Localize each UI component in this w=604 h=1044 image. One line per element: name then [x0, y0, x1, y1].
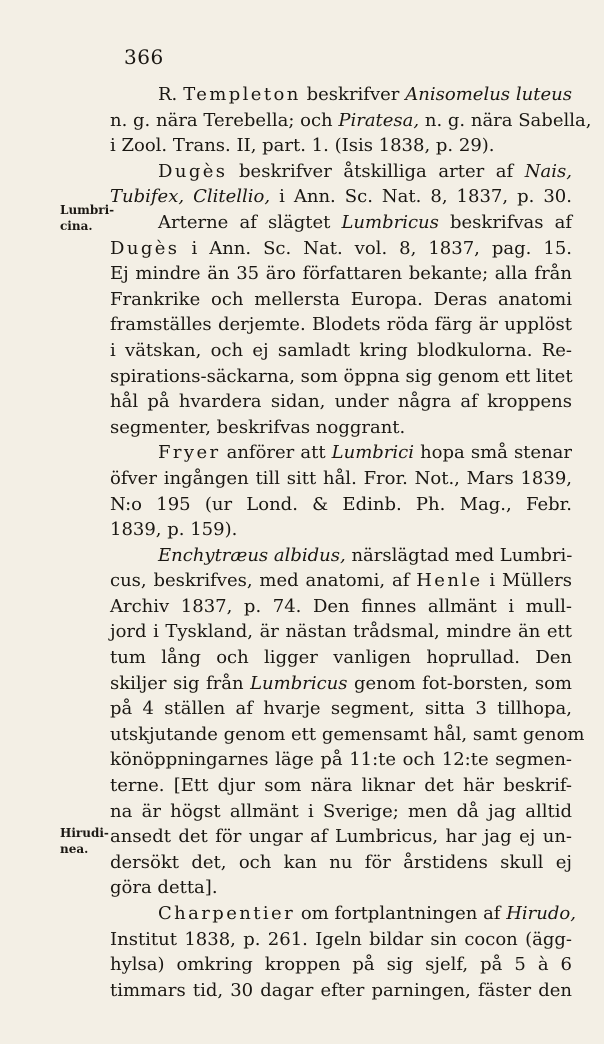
- text-line: cus, beskrifves, med anatomi, af Henle i Müllers: [110, 570, 572, 592]
- text-line: dersökt det, och kan nu för årstidens skull ej: [110, 851, 572, 873]
- text-line: i Zool. Trans. II, part. 1. (Isis 1838, p. 29).: [110, 135, 495, 157]
- text-line: n. g. nära Terebella; och Piratesa, n. g. nära Sabella,: [110, 109, 592, 131]
- text-line: ansedt det för ungar af Lumbricus, har jag ej un-: [110, 826, 572, 848]
- taxon-name: Nais,: [524, 160, 572, 182]
- text-line: hylsa) omkring kroppen på sig sjelf, på 5 à 6: [110, 954, 572, 976]
- text-line: R. Templeton beskrifver Anisomelus luteus: [158, 84, 572, 105]
- text-line: Enchytræus albidus, närslägtad med Lumbri-: [158, 544, 573, 566]
- body-text: [110, 82, 592, 1003]
- taxon-name: Lumbricus: [341, 211, 439, 233]
- taxon-name: Lumbrici: [331, 442, 414, 464]
- taxon-name: Enchytræus albidus,: [158, 544, 346, 566]
- margin-note-hirudinea-2: nea.: [60, 842, 89, 856]
- text-line: tum lång och ligger vanligen hoprullad. Den: [110, 647, 572, 669]
- author-name: Templeton: [183, 84, 301, 105]
- margin-note-hirudinea-1: Hirudi-: [60, 826, 109, 840]
- text-line: na är högst allmänt i Sverige; men då jag alltid: [110, 800, 572, 822]
- author-name: Dugès: [158, 160, 228, 182]
- text-line: Charpentier om fortplantningen af Hirudo,: [158, 903, 576, 924]
- author-name: Charpentier: [158, 903, 296, 924]
- text-line: Frankrike och mellersta Europa. Deras anatomi: [110, 288, 572, 310]
- page-number: 366: [124, 45, 164, 69]
- taxon-name: Piratesa,: [338, 109, 420, 131]
- text-line: Archiv 1837, p. 74. Den finnes allmänt i mull-: [110, 595, 572, 617]
- taxon-name: Anisomelus luteus: [405, 84, 572, 105]
- taxon-name: Tubifex, Clitellio,: [110, 186, 271, 208]
- margin-note-lumbricina-1: Lumbri-: [60, 203, 115, 217]
- text-line: spirations-säckarna, som öppna sig genom ett litet: [110, 365, 573, 387]
- text-line: på 4 ställen af hvarje segment, sitta 3 tillhopa,: [110, 698, 572, 720]
- taxon-name: Hirudo,: [506, 903, 576, 924]
- text-line: i vätskan, och ej samladt kring blodkulorna. Re-: [110, 339, 572, 361]
- taxon-name: Lumbricus: [250, 672, 348, 694]
- text-line: segmenter, beskrifvas noggrant.: [110, 416, 406, 438]
- text-line: Institut 1838, p. 261. Igeln bildar sin cocon (ägg-: [110, 928, 572, 950]
- text-line: Arterne af slägtet Lumbricus beskrifvas af: [158, 211, 573, 233]
- text-line: Tubifex, Clitellio, i Ann. Sc. Nat. 8, 1837, p. 30.: [110, 186, 572, 208]
- text-line: N:o 195 (ur Lond. & Edinb. Ph. Mag., Febr.: [110, 493, 572, 515]
- text-line: Fryer anförer att Lumbrici hopa små stenar: [158, 442, 573, 464]
- text-line: göra detta].: [110, 877, 218, 899]
- text-line: hål på hvardera sidan, under några af kroppens: [110, 391, 572, 413]
- text-line: jord i Tyskland, är nästan trådsmal, mindre än ett: [110, 621, 572, 643]
- author-name: Henle: [416, 570, 483, 592]
- text-line: terne. [Ett djur som nära liknar det här beskrif-: [110, 775, 572, 797]
- text-line: Dugès beskrifver åtskilliga arter af Nais,: [158, 160, 572, 182]
- text-line: Ej mindre än 35 äro författaren bekante; alla från: [110, 263, 572, 285]
- text-line: öfver ingången till sitt hål. Fror. Not., Mars 1839,: [110, 467, 572, 489]
- text-line: utskjutande genom ett gemensamt hål, samt genom: [110, 723, 585, 745]
- text-line: Dugès i Ann. Sc. Nat. vol. 8, 1837, pag. 15.: [110, 237, 572, 259]
- text-line: timmars tid, 30 dagar efter parningen, fäster den: [110, 979, 572, 1001]
- margin-note-lumbricina-2: cina.: [60, 219, 93, 233]
- author-name: Dugès: [110, 237, 180, 259]
- text-line: skiljer sig från Lumbricus genom fot-borsten, som: [110, 672, 572, 694]
- text-line: könöppningarnes läge på 11:te och 12:te segmen-: [110, 749, 572, 771]
- author-name: Fryer: [158, 442, 221, 464]
- text-line: 1839, p. 159).: [110, 519, 238, 541]
- text-line: framställes derjemte. Blodets röda färg är upplöst: [110, 314, 572, 336]
